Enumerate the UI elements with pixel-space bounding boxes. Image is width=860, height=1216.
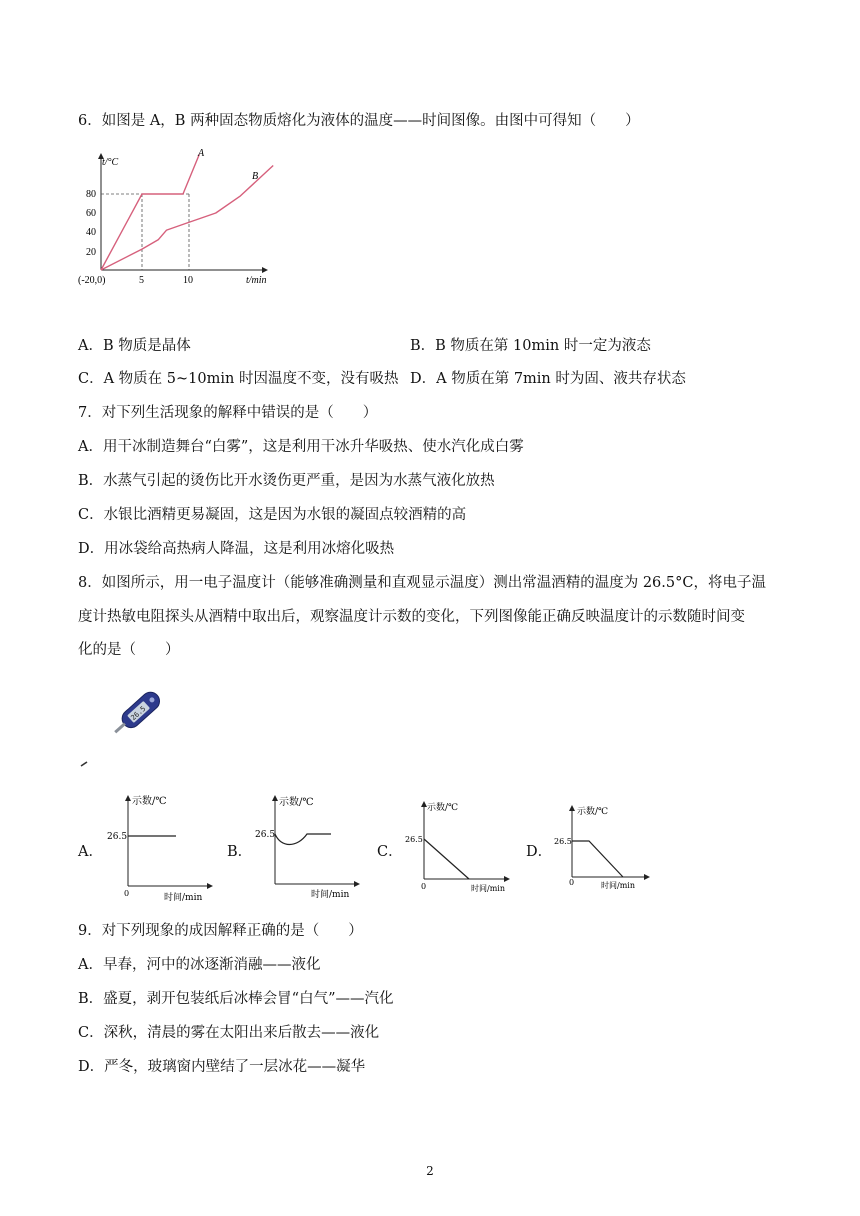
q8-stem-line2: 度计热敏电阻探头从酒精中取出后，观察温度计示数的变化，下列图像能正确反映温度计的示数随时间变 — [78, 609, 745, 625]
q6-x-label: t/min — [246, 275, 267, 286]
q8-graph-b-value: 26.5 — [255, 830, 276, 840]
thermometer-display: 26.5 — [129, 704, 148, 722]
q8-option-a-letter: A． — [78, 844, 103, 860]
q6-xtick-5: 5 — [139, 275, 144, 286]
q8-graph-a-ylabel: 示数/℃ — [132, 796, 167, 807]
q8-graph-a-origin: 0 — [124, 889, 130, 898]
q8-stem-line1: 8．如图所示，用一电子温度计（能够准确测量和直观显示温度）测出常温酒精的温度为 26.5°C，将电子温 — [78, 575, 766, 591]
q7-option-b: B．水蒸气引起的烫伤比开水烫伤更严重，是因为水蒸气液化放热 — [78, 473, 495, 489]
q6-option-a: A．B 物质是晶体 — [78, 338, 191, 354]
q6-ytick-40: 40 — [86, 227, 96, 238]
q6-y-label: t/°C — [102, 157, 119, 168]
q6-series-a — [101, 154, 199, 270]
q8-option-d-letter: D． — [526, 844, 553, 860]
q6-option-d: D．A 物质在第 7min 时为固、液共存状态 — [410, 371, 686, 387]
q8-graph-d-origin: 0 — [569, 878, 575, 887]
q8-graph-a-value: 26.5 — [107, 832, 128, 842]
q6-curve-a-label: A — [198, 148, 205, 159]
q9-option-b: B．盛夏，剥开包装纸后冰棒会冒“白气”——汽化 — [78, 991, 394, 1007]
q8-graph-c-ylabel: 示数/℃ — [427, 803, 459, 813]
q8-graph-b-ylabel: 示数/℃ — [279, 797, 314, 808]
q9-option-a: A．早春，河中的冰逐渐消融——液化 — [78, 957, 321, 973]
q8-option-b-letter: B． — [227, 844, 253, 860]
q8-graph-b — [253, 790, 365, 902]
q6-option-b: B．B 物质在第 10min 时一定为液态 — [410, 338, 651, 354]
q8-stem-line3: 化的是（ ） — [78, 642, 180, 658]
electronic-thermometer-image — [108, 686, 172, 742]
q6-xtick-10: 10 — [183, 275, 193, 286]
q8-graph-c — [403, 796, 513, 900]
q8-graph-b-xlabel: 时间/min — [311, 890, 350, 900]
q7-option-c: C．水银比酒精更易凝固，这是因为水银的凝固点较酒精的高 — [78, 507, 467, 523]
page-number: 2 — [426, 1164, 434, 1178]
q6-origin-label: (-20,0) — [78, 275, 106, 286]
q8-graph-d-value: 26.5 — [554, 837, 572, 846]
q6-stem: 6．如图是 A，B 两种固态物质熔化为液体的温度——时间图像。由图中可得知（ ） — [78, 113, 640, 129]
q9-stem: 9．对下列现象的成因解释正确的是（ ） — [78, 923, 363, 939]
stray-mark — [80, 760, 90, 768]
q8-option-c-letter: C． — [377, 844, 403, 860]
q6-melting-graph — [72, 140, 292, 290]
q8-graph-c-xlabel: 时间/min — [471, 884, 505, 893]
q6-ytick-80: 80 — [86, 189, 96, 200]
q9-option-c: C．深秋，清晨的雾在太阳出来后散去——液化 — [78, 1025, 380, 1041]
q8-graph-a-xlabel: 时间/min — [164, 893, 203, 902]
q6-series-b — [101, 166, 273, 271]
q8-graph-d-xlabel: 时间/min — [601, 881, 635, 890]
q8-graph-a — [104, 790, 216, 902]
q8-graph-c-origin: 0 — [421, 882, 427, 891]
q9-option-d: D．严冬，玻璃窗内壁结了一层冰花——凝华 — [78, 1059, 366, 1075]
q7-option-d: D．用冰袋给高热病人降温，这是利用冰熔化吸热 — [78, 541, 395, 557]
q7-option-a: A．用干冰制造舞台“白雾”，这是利用干冰升华吸热、使水汽化成白雾 — [78, 439, 524, 455]
q8-graph-c-value: 26.5 — [405, 835, 423, 844]
q6-ytick-60: 60 — [86, 208, 96, 219]
q6-ytick-20: 20 — [86, 247, 96, 258]
q8-graph-d-ylabel: 示数/℃ — [577, 807, 609, 817]
q7-stem: 7．对下列生活现象的解释中错误的是（ ） — [78, 405, 378, 421]
q6-curve-b-label: B — [252, 171, 259, 182]
q6-option-c: C．A 物质在 5~10min 时因温度不变，没有吸热 — [78, 371, 399, 387]
q8-graph-d — [553, 800, 653, 896]
